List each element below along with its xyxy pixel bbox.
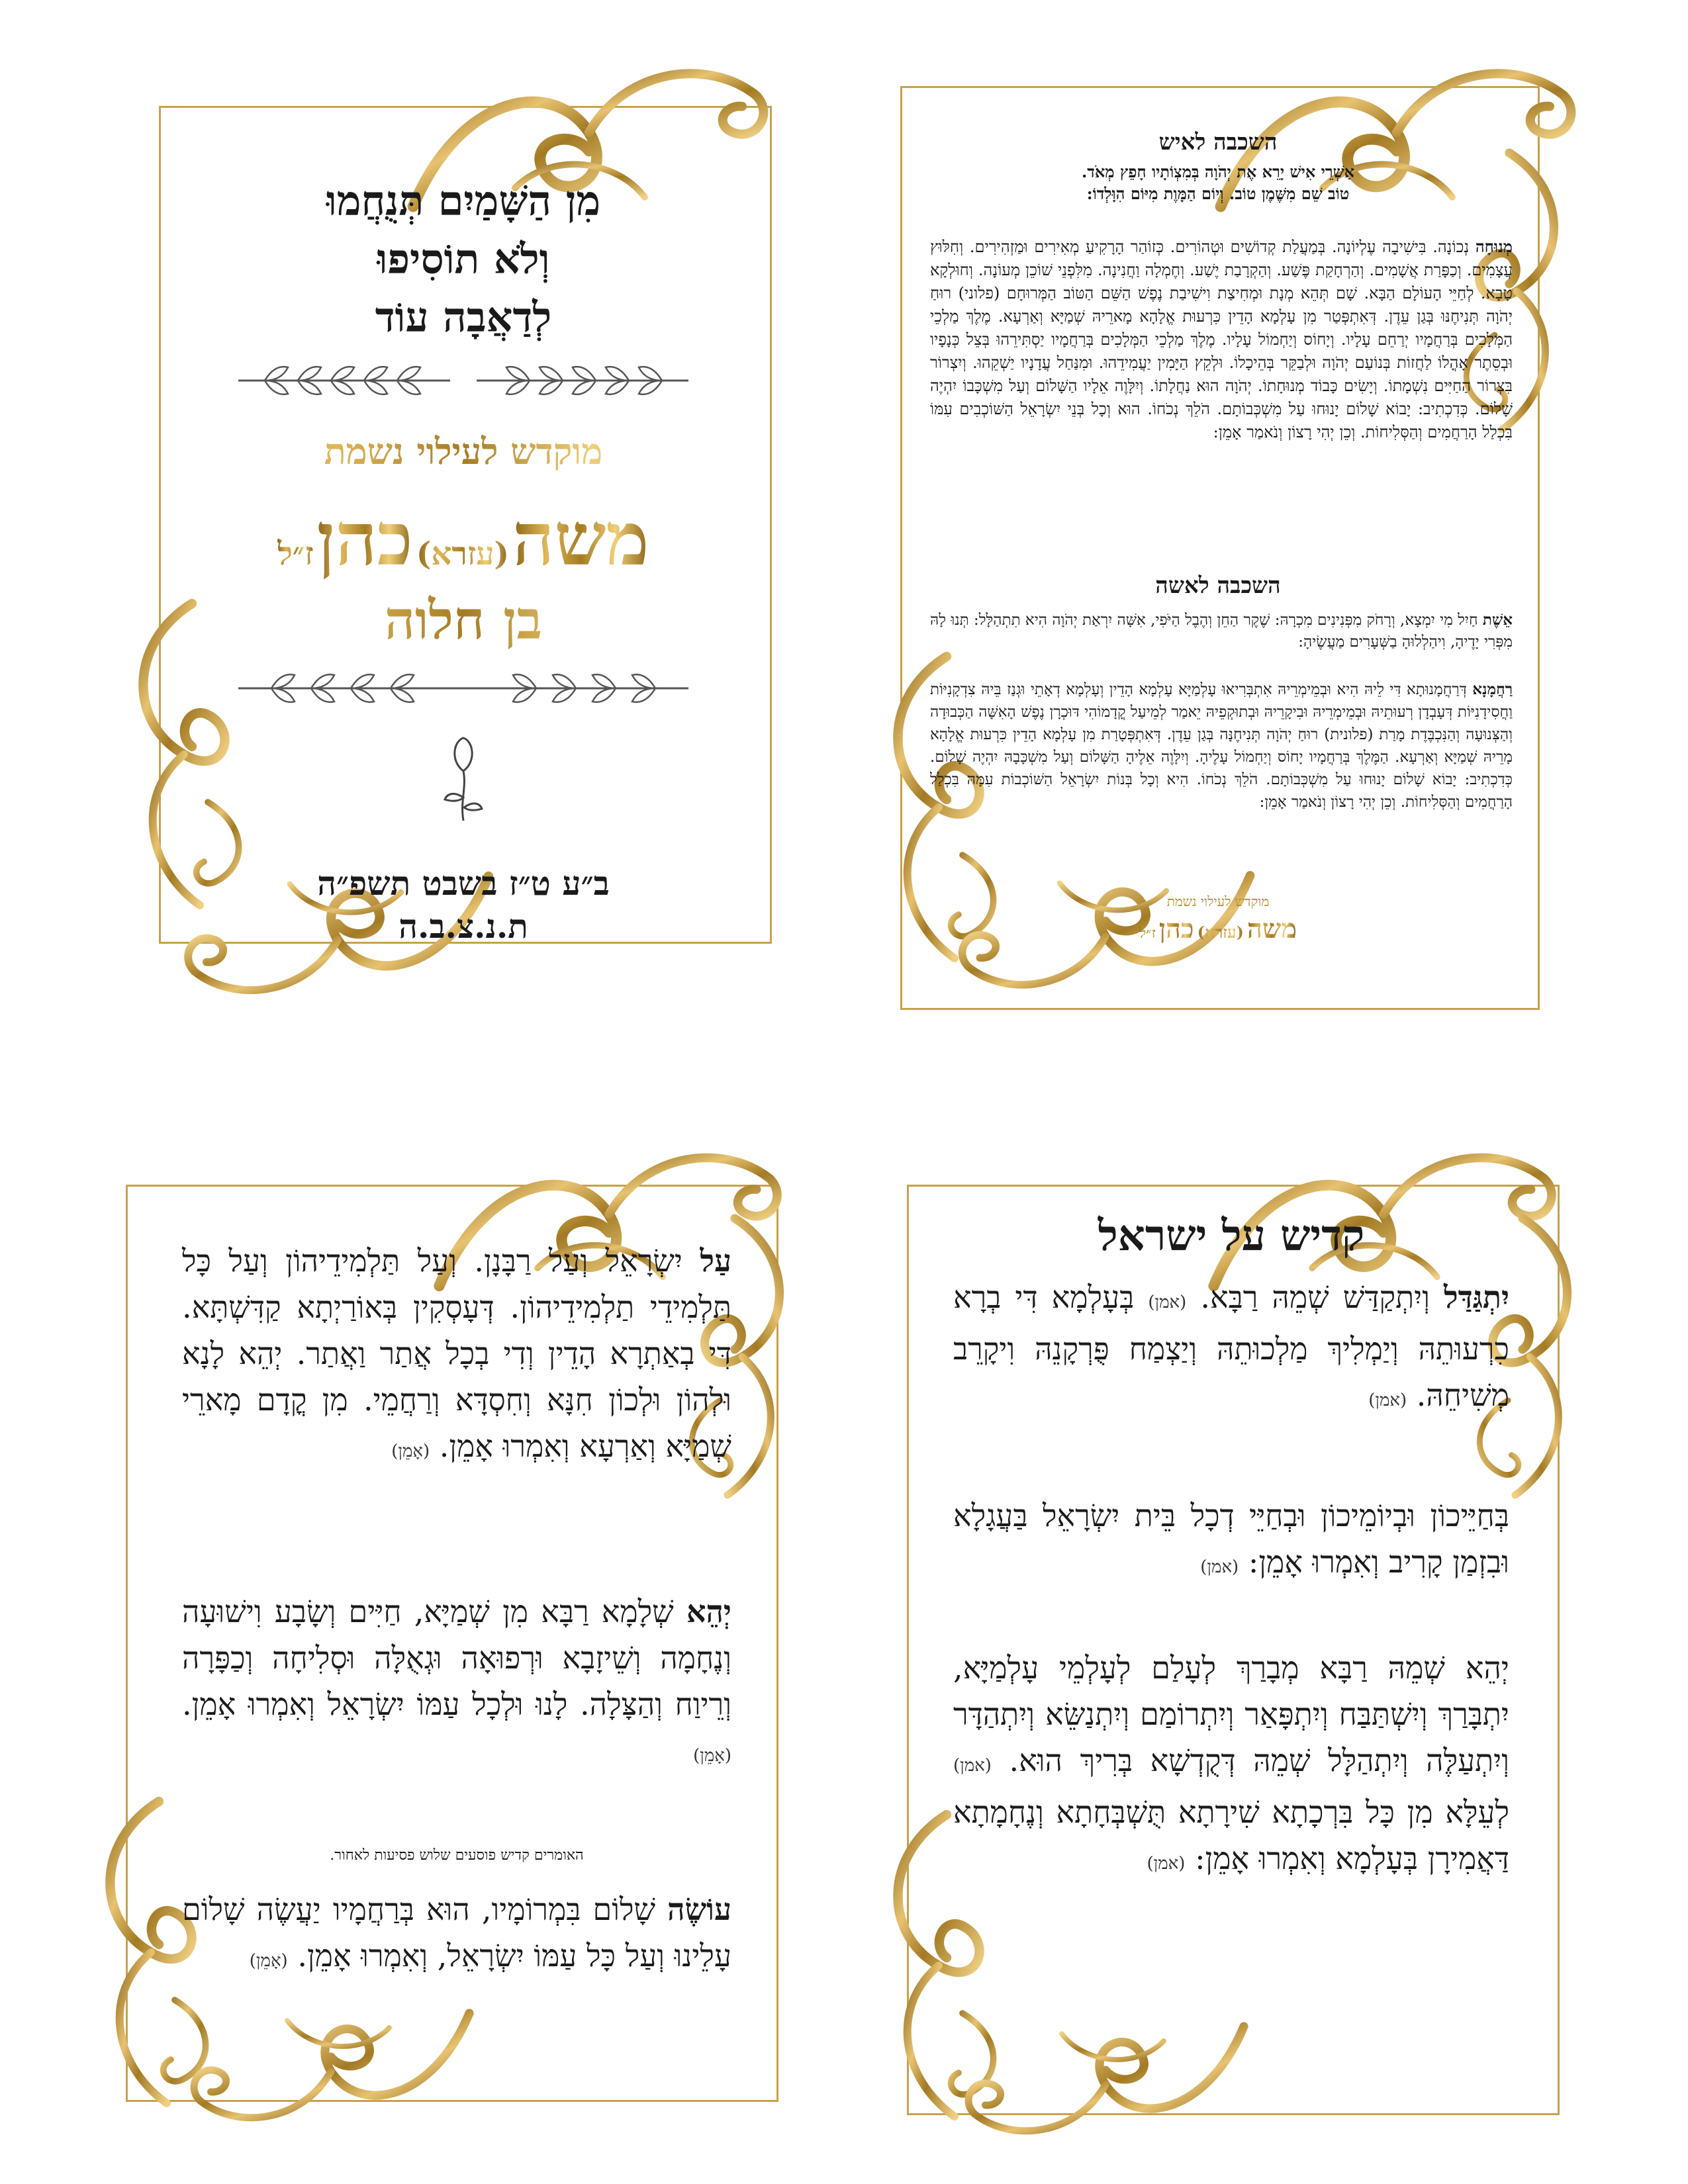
kaddish-title: קדיש על ישראל <box>1098 1211 1365 1261</box>
body-text: נְכוֹנָה. בִּישִׁיבָה עֶלְיוֹנָה. בְּמַעֲלַת קְדוֹשִׁים וּטְהוֹרִים. כְּזוֹהַר הָרָקִיעַ מְאִירִים וּמַזְהִירִים. וְחִלּוּץ עֲצָמִים. וְכַפָּרַת אֲשָׁמִים. וְהַרְחָקַת פֶּשַׁע. וְהַקְרָבַת יֶשַׁע. וְחֶמְלָה וַחֲנִינָה. מִלִּפְנֵי שׁוֹכֵן מְעוֹנָה. וְחוּלְקָא טָבָא. לְחַיֵּי הָעוֹלָם הַבָּא. שָׁם תְּהֵא מְנָת וּמְחִיצַת וִישִׁיבַת נֶפֶשׁ הַשֵּׁם הַטּוֹב הַמְּרוּחָם (פלוני) רוּחַ יְהֹוָה תְּנִיחֶנּוּ בְּגַן עֵדֶן. דְּאִתְפְּטַר מִן עָלְמָא הָדֵין כִּרְעוּת אֱלָהָא מָארֵיהּ שְׁמַיָּא וְאַרְעָא. מֶלֶךְ מַלְכֵי הַמְּלָכִים בְּרַחֲמָיו יְרַחֵם עָלָיו. וְיָחוֹס וְיַחְמוֹל עָלָיו. מֶלֶךְ מַלְכֵי הַמְּלָכִים בְּרַחֲמָיו יַסְתִּירֵהוּ בְּצֵל כְּנָפָיו וּבְסֵתֶר אָהֳלוֹ לַחֲזוֹת בְּנוֹעַם יְהֹוָה וּלְבַקֵּר בְּהֵיכָלוֹ. וּלְקֵץ הַיָּמִין יַעֲמִידֵהוּ. וּמִנַּחַל עֲדָנָיו יַשְׁקֵהוּ. וְיִצְרוֹר בִּצְרוֹר הַחַיִּים נִשְׁמָתוֹ. וְיָשִׂים כָּבוֹד מְנוּחָתוֹ. יְהֹוָה הוּא נַחֲלָתוֹ. וְיִלָּוֶה אֵלָיו הַשָּׁלוֹם וְעַל מִשְׁכָּבוֹ יִהְיֶה שָׁלוֹם. כְּדִכְתִיב: יָבוֹא שָׁלוֹם יָנוּחוּ עַל מִשְׁכְּבוֹתָם. הֹלֵךְ נְכֹחוֹ. הוּא וְכָל בְּנֵי יִשְׂרָאֵל הַשּׁוֹכְבִים עִמּוֹ בִּכְלַל הָרַחֲמִים וְהַסְּלִיחוֹת. וְכֵן יְהִי רָצוֹן וְנֹאמַר אָמֵן: <box>930 238 1513 441</box>
verse-man: אַשְׁרֵי אִישׁ יָרֵא אֶת יְהֹוָה בְּמִצְוֹתָיו חָפֵץ מְאֹד. <box>1081 162 1355 181</box>
hashkava-woman-body <box>930 678 1513 813</box>
name-suffix: ז״ל <box>1139 925 1156 942</box>
paragraph-yehe-shmeh <box>953 1645 1509 1887</box>
corner-swirl-icon <box>159 1999 503 2144</box>
body-text: שָׁלוֹם בִּמְרוֹמָיו, הוּא בְּרַחֲמָיו יַעֲשֶׂה שָׁלוֹם עָלֵינוּ וְעַל כָּל עַמּוֹ יִשְׂרָאֵל, וְאִמְרוּ אָמֵן. <box>182 1891 731 1974</box>
lead-word: יִתְגַּדַּל <box>1444 1279 1510 1315</box>
paragraph-al-israel <box>182 1238 731 1475</box>
tnzbh: ת.נ.צ.ב.ה <box>399 907 528 946</box>
body-text: שְׁלָמָא רַבָּא מִן שְׁמַיָּא, חַיִּים וְשָׂבָע וִישׁוּעָה וְנֶחָמָה וְשֵׁיזָבָא וּרְפוּאָה וּגְאֻלָּה וּסְלִיחָה וְכַפָּרָה וְרֵיוַח וְהַצָּלָה. לָנוּ וּלְכָל עַמּוֹ יִשְׂרָאֵל וְאִמְרוּ אָמֵן. <box>182 1594 731 1722</box>
lead-word: עוֹשֶׂה <box>667 1891 731 1927</box>
body-text: וְיִתְקַדַּשׁ שְׁמֵהּ רַבָּא. <box>1200 1279 1430 1315</box>
amen-response: (אמן) <box>1368 1390 1407 1410</box>
title-man: השכבה לאיש <box>1158 129 1278 156</box>
verse-woman <box>930 609 1513 653</box>
instruction-note: האומרים קדיש פוסעים שלוש פסיעות לאחור. <box>330 1847 584 1864</box>
parent-name: בן חלוה <box>205 589 722 652</box>
name-family: כהן <box>316 496 413 582</box>
amen-response: (אמן) <box>1147 1854 1186 1874</box>
name-suffix: ז״ל <box>277 535 314 572</box>
hashkava-man-body <box>930 235 1513 444</box>
dedication-heading: מוקדש לעילוי נשמת <box>205 430 722 473</box>
paragraph-yehe-shlama <box>182 1588 731 1779</box>
body-text: בְּחַיֵּיכוֹן וּבְיוֹמֵיכוֹן וּבְחַיֵּי דְכָל בֵּית יִשְׂרָאֵל בַּעֲגָלָא וּבִזְמַן קָרִיב וְאִמְרוּ אָמֵן: <box>953 1498 1509 1580</box>
body-text: יְהֵא שְׁמֵהּ רַבָּא מְבָרַךְ לְעָלַם לְעָלְמֵי עָלְמַיָּא, יִתְבָּרַךְ וְיִשְׁתַּבַּח וְיִתְפָּאַר וְיִתְרוֹמַם וְיִתְנַשֵּׂא וְיִתְהַדָּר וְיִתְעַלֶּה וְיִתְהַלָּל שְׁמֵהּ דְּקֻדְשָׁא בְּרִיךְ הוּא. <box>953 1650 1510 1778</box>
amen-response: (אמן) <box>1200 1557 1239 1577</box>
name-paren: (עזרא) <box>416 535 510 572</box>
lead-word: רַחֲמָנָא <box>1472 680 1513 698</box>
verse-line: לְדַאֲבָה עוֹד <box>375 293 552 341</box>
flower-icon <box>437 735 490 827</box>
body-text: לְעֵלָּא מִן כָּל בִּרְכָתָא שִׁירָתָא תֻּשְׁבְּחָתָא וְנֶחָמָתָא דַּאֲמִירָן בְּעָלְמָא וְאִמְרוּ אָמֵן: <box>953 1794 1509 1876</box>
lead-word: מְנוּחָה <box>1475 237 1513 256</box>
footer-dedication: מוקדש לעילוי נשמת <box>1166 893 1270 909</box>
verse-line: מִן הַשָּׁמַיִם תְּנֻחֲמוּ <box>326 177 601 225</box>
footer-name <box>947 913 1489 944</box>
name-paren: (עזרא) <box>1197 923 1244 942</box>
lead-word: אֵשֶׁת <box>1482 611 1513 629</box>
laurel-divider-icon <box>225 659 702 718</box>
lead-word: יְהֵא <box>686 1594 731 1629</box>
corner-swirl-icon <box>933 2012 1278 2158</box>
body-text: דְּרַחֲמָנוּתָא דִּי לֵיהּ הִיא וּבְמֵימְרֵיהּ אִתְבְּרִיאוּ עָלְמַיָּא עָלְמָא הָדֵין וְעָלְמָא דְאָתֵי וּגְנַז בֵּיהּ צִדְקָנִיּוֹת וַחֲסִידָנִיּוֹת דְּעָבְדָן רְעוּתֵיהּ וּבְמֵימְרֵיהּ וּבִיקָרֵיהּ וּבְתוּקְפֵיהּ יֵאמַר לְמֵיעַל קֳדָמוֹהִי דּוּכְרָן נֶפֶשׁ הָאִשָּׁה הַכְּבוּדָה וְהַצְּנוּעָה וְהַנִּכְבֶּדֶת מָרַת (פלונית) רוּחַ יְהֹוָה תְּנִיחֶנָּה בְּגַן עֵדֶן. דְּאִתְפְּטָרַת מִן עָלְמָא הָדֵין כִּרְעוּת אֱלָהָא מָרֵיהּ שְׁמַיָּא וְאַרְעָא. הַמֶּלֶךְ בְּרַחֲמָיו יָחוֹס וְיַחְמוֹל עָלֶיהָ. וְיִלָּוֶה אֵלֶיהָ הַשָּׁלוֹם וְעַל מִשְׁכָּבָהּ יִהְיֶה שָׁלוֹם. כְּדִכְתִיב: יָבוֹא שָׁלוֹם יָנוּחוּ עַל מִשְׁכְּבוֹתָם. הֹלֵךְ נְכֹחוֹ. הִיא וְכָל בְּנוֹת יִשְׂרָאֵל הַשּׁוֹכְבוֹת עִמָּהּ בִּכְלַל הָרַחֲמִים וְהַסְּלִיחוֹת. וְכֵן יְהִי רָצוֹן וְנֹאמַר אָמֵן: <box>930 681 1513 811</box>
paragraph-yitgadal <box>953 1274 1509 1424</box>
amen-response: (אָמֵן) <box>249 1951 288 1971</box>
name-main: משה <box>1246 913 1297 944</box>
name-family: כהן <box>1158 913 1194 944</box>
kaddish-card <box>867 1125 1595 2158</box>
verse-man: טוֹב שֵׁם מִשֶּׁמֶן טוֹב. וְיוֹם הַמָּוֶת מִיּוֹם הִוָּלְדוֹ: <box>1086 184 1350 203</box>
name-main: משה <box>512 496 649 582</box>
amen-response: (אמן) <box>1148 1293 1187 1312</box>
verse-line: וְלֹא תוֹסִיפוּ <box>377 235 550 283</box>
amen-response: (אָמֵן) <box>693 1746 731 1766</box>
verse-text: חַיִל מִי יִמְצָא, וְרָחֹק מִפְּנִינִים מִכְרָהּ: שֶׁקֶר הַחֵן וְהֶבֶל הַיֹּפִי, אִשָּׁה יִרְאַת יְהֹוָה הִיא תִתְהַלָּל: תְּנוּ לָהּ מִפְּרִי יָדֶיהָ, וִיהַלְלוּהָ בַשְּׁעָרִים מַעֲשֶׂיהָ: <box>930 612 1513 651</box>
amen-response: (אָמֵן) <box>391 1441 430 1461</box>
paragraph-oseh-shalom <box>182 1886 731 1984</box>
body-text: בְּעָלְמָא דִּי בְרָא כִרְעוּתֵהּ וְיַמְלִיךְ מַלְכוּתֵהּ וְיַצְמַח פֻּרְקָנֵהּ וִיקָרֵב מְשִׁיחֵהּ. <box>953 1279 1509 1413</box>
date-line: ב״ע ט״ז בשבט תשפ״ה <box>317 864 610 903</box>
laurel-divider-icon <box>225 351 702 410</box>
amen-response: (אמן) <box>953 1756 992 1776</box>
dedication-card <box>113 40 821 1019</box>
title-woman: השכבה לאשה <box>1155 572 1281 599</box>
paragraph-bechayeichon <box>953 1492 1509 1590</box>
lead-word: עַל <box>700 1243 731 1279</box>
body-text: יִשְׂרָאֵל וְעַל רַבָּנָן. וְעַל תַּלְמִידֵיהוֹן וְעַל כָּל תַּלְמִידֵי תַלְמִידֵיהוֹן. דְּעָסְקִין בְּאוֹרַיְתָא קַדִּשְׁתָּא. דִּי בְאַתְרָא הָדֵין וְדִי בְכָל אֲתַר וַאֲתַר. יְהֵא לָנָא וּלְהוֹן וּלְכוֹן חִנָּא וְחִסְדָּא וְרַחֲמֵי. מִן קֳדָם מָארֵי שְׁמַיָּא וְאַרְעָא וְאִמְרוּ אָמֵן. <box>182 1243 731 1464</box>
hashkava-card <box>867 40 1582 1019</box>
al-israel-card <box>79 1125 808 2144</box>
